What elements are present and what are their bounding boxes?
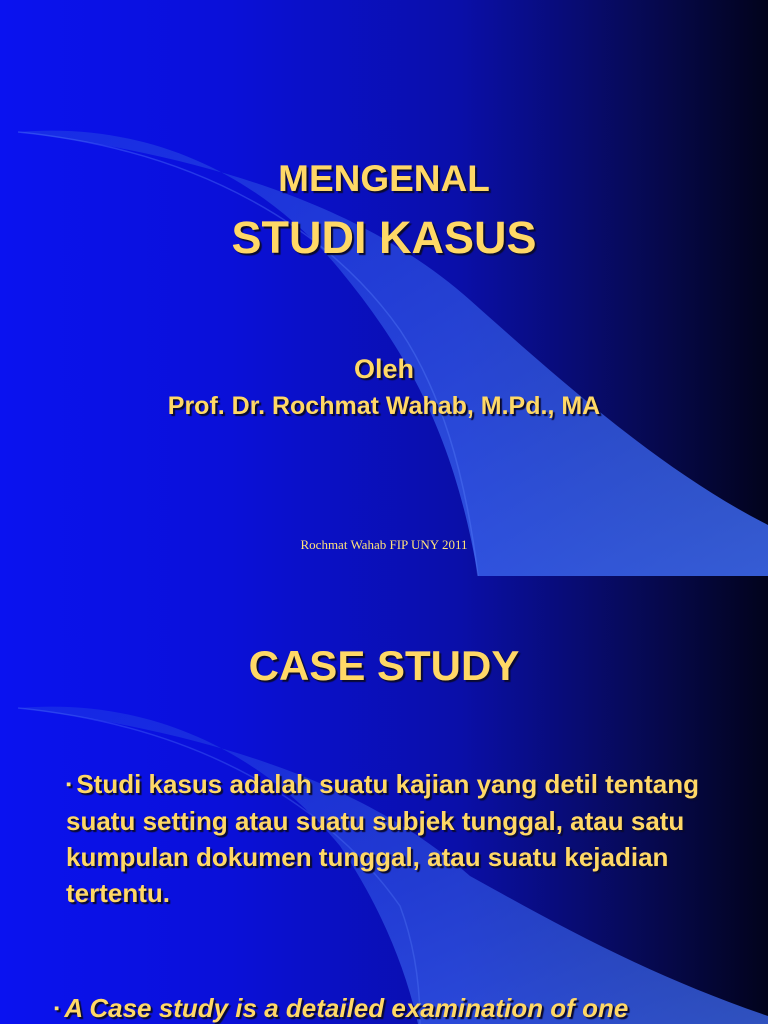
bullet-text: A Case study is a detailed examination of one bbox=[64, 993, 629, 1023]
by-label: Oleh bbox=[353, 354, 414, 384]
slide-footer: Rochmat Wahab FIP UNY 2011 bbox=[300, 537, 468, 552]
author-name: Prof. Dr. Rochmat Wahab, M.Pd., MA bbox=[167, 392, 601, 420]
bullet-text: Studi kasus adalah suatu kajian yang detil tentang suatu setting atau suatu subjek tunggal, atau satu kumpulan dokumen tunggal, atau suatu kejadian tertentu. bbox=[66, 769, 700, 908]
slide-title: CASE STUDY bbox=[248, 642, 520, 689]
case-study-slide bbox=[0, 576, 768, 1024]
slide-title-line2: STUDI KASUS bbox=[231, 212, 537, 263]
slide-title-line1: MENGENAL bbox=[278, 158, 490, 199]
bullet-paragraph bbox=[66, 766, 756, 911]
bullet-marker: ▪ bbox=[54, 1000, 60, 1017]
bullet-paragraph bbox=[54, 990, 744, 1024]
bullet-marker: ▪ bbox=[66, 776, 72, 793]
